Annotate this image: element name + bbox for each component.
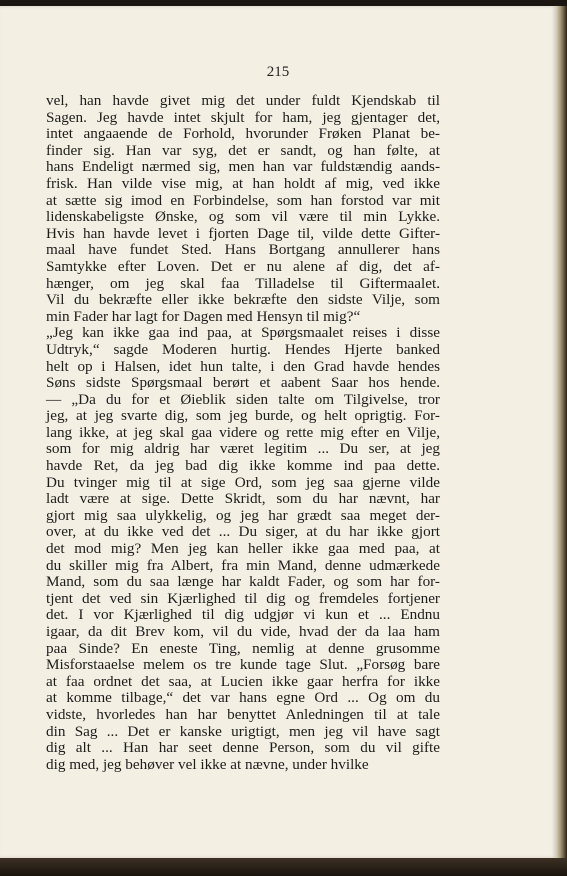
text-line: hans Endeligt nærmed sig, men han var fuldstændig aands- [46, 158, 440, 176]
text-line: at komme tilbage,“ det var hans egne Ord ... Og om du [46, 689, 440, 707]
page-edge-right [556, 6, 567, 858]
text-line: at faa ordnet det saa, at Lucien ikke gaar herfra for ikke [46, 672, 440, 690]
text-line: finder sig. Han var syg, det er sandt, og han følte, at [46, 141, 440, 159]
text-line: igaar, da dit Brev kom, vil du vide, hvad der da laa ham [46, 623, 440, 640]
book-page [0, 6, 556, 858]
text-line: Udtryk,“ sagde Moderen hurtig. Hendes Hjerte banked [46, 340, 440, 358]
text-line: hænger, om jeg skal faa Tilladelse til Giftermaalet. [46, 274, 440, 292]
text-line: paa Sinde? En eneste Ting, nemlig at denne grusomme [46, 639, 440, 657]
text-line: Misforstaaelse melem os tre kunde tage Slut. „Forsøg bare [46, 656, 440, 674]
text-line: du skiller mig fra Albert, fra min Mand, denne udmærkede [46, 556, 440, 574]
page-edge-bottom [0, 858, 567, 876]
text-line: Du tvinger mig til at sige Ord, som jeg saa gjerne vilde [46, 473, 440, 491]
text-line: at sætte sig imod en Forbindelse, som han forstod var mit [46, 191, 440, 209]
text-line: Hvis han havde levet i fjorten Dage til, vilde dette Gifter- [46, 224, 440, 242]
text-line: gjort mig saa ulykkelig, og jeg har grædt saa meget der- [46, 506, 440, 524]
text-line: vel, han havde givet mig det under fuldt Kjendskab til [46, 92, 440, 109]
text-line: ladt være at sige. Dette Skridt, som du har nævnt, har [46, 490, 440, 508]
text-line: Sagen. Jeg havde intet skjult for ham, jeg gjentager det, [46, 108, 440, 126]
text-line: dig alt ... Han har seet denne Person, som du vil gifte [46, 739, 440, 757]
text-line: min Fader har lagt for Dagen med Hensyn til mig?“ [46, 307, 361, 325]
paragraph [46, 325, 440, 773]
text-line: vidste, hvorledes han har benyttet Anledningen til at tale [46, 705, 440, 723]
text-line: maal have fundet Sted. Hans Bortgang annullerer hans [46, 241, 440, 259]
text-line: — „Da du for et Øieblik siden talte om Tilgivelse, tror [46, 390, 440, 408]
text-line: „Jeg kan ikke gaa ind paa, at Spørgsmaalet reises i disse [46, 324, 440, 342]
text-line: lang ikke, at jeg skal gaa videre og rette mig efter en Vilje, [46, 423, 440, 441]
text-line: intet angaaende de Forhold, hvorunder Frøken Planat be- [46, 125, 440, 143]
text-line: havde Ret, da jeg bad dig ikke komme ind paa dette. [46, 457, 440, 475]
text-line: det mod mig? Men jeg kan heller ikke gaa med paa, at [46, 540, 440, 558]
text-line: Samtykke efter Loven. Det er nu alene af dig, det af- [46, 257, 440, 275]
text-line: jeg, at jeg svarte dig, som jeg burde, og helt oprigtig. For- [46, 407, 440, 425]
text-line: helt op i Halsen, idet hun talte, i den Grad havde hendes [46, 357, 440, 375]
paragraph [46, 93, 440, 325]
text-line: Mand, som du saa længe har kaldt Fader, og som har for- [46, 573, 440, 591]
text-line: dig med, jeg behøver vel ikke at nævne, under hvilke [46, 755, 369, 773]
page-number: 215 [266, 64, 290, 80]
text-line: din Sag ... Det er kanske urigtigt, men jeg vil have sagt [46, 722, 440, 740]
text-line: tjent det ved sin Kjærlighed til dig og fremdeles fortjener [46, 589, 440, 607]
text-line: over, at du ikke ved det ... Du siger, at du har ikke gjort [46, 523, 440, 541]
body-text [46, 93, 440, 773]
text-line: som for mig aldrig har været legitim ... Du ser, at jeg [46, 440, 440, 458]
text-line: Søns sidste Spørgsmaal berørt et aabent Saar hos hende. [46, 374, 440, 392]
text-line: frisk. Han vilde vise mig, at han holdt af mig, ved ikke [46, 174, 440, 192]
text-line: Vil du bekræfte eller ikke bekræfte den sidste Vilje, som [46, 291, 440, 309]
text-line: det. I vor Kjærlighed til dig udgjør vi kun et ... Endnu [46, 606, 440, 624]
text-line: lidenskabeligste Ønske, og som vil være til min Lykke. [46, 208, 440, 226]
